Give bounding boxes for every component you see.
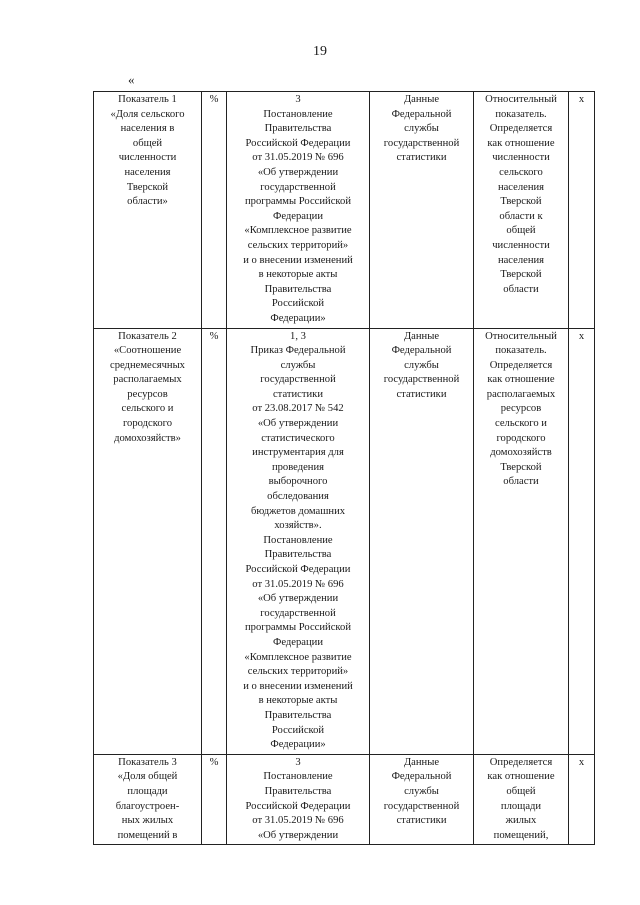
indicators-table xyxy=(93,91,595,845)
page-number: 19 xyxy=(313,44,327,59)
opening-quote: « xyxy=(128,72,135,87)
unit-cell: % xyxy=(202,92,227,329)
table-row xyxy=(94,92,595,329)
x-cell: x xyxy=(569,328,595,754)
table-row xyxy=(94,754,595,845)
source-cell: Данные Федеральной службы государственной статистики xyxy=(370,328,474,754)
x-cell: x xyxy=(569,92,595,329)
x-cell: x xyxy=(569,754,595,845)
description-cell: Относительный показатель. Определяется как отношение располагаемых ресурсов сельского и городского домохозяйств Тверской области xyxy=(474,328,569,754)
unit-cell: % xyxy=(202,328,227,754)
unit-cell: % xyxy=(202,754,227,845)
source-cell: Данные Федеральной службы государственной статистики xyxy=(370,92,474,329)
method-cell: 3 Постановление Правительства Российской Федерации от 31.05.2019 № 696 «Об утверждении государственной программы Российской Федерации «Комплексное развитие сельских территорий» и о внесении изменений в некоторые акты Правительства Российской Федерации» xyxy=(227,92,370,329)
indicator-name-cell: Показатель 3 «Доля общей площади благоустроен- ных жилых помещений в xyxy=(94,754,202,845)
description-cell: Определяется как отношение общей площади жилых помещений, xyxy=(474,754,569,845)
method-cell: 3 Постановление Правительства Российской Федерации от 31.05.2019 № 696 «Об утверждении xyxy=(227,754,370,845)
source-cell: Данные Федеральной службы государственной статистики xyxy=(370,754,474,845)
indicator-name-cell: Показатель 1 «Доля сельского населения в общей численности населения Тверской области» xyxy=(94,92,202,329)
method-cell: 1, 3 Приказ Федеральной службы государственной статистики от 23.08.2017 № 542 «Об утверждении статистического инструментария для проведения выборочного обследования бюджетов домашних хозяйств». Постановление Правительства Российской Федерации от 31.05.2019 № 696 «Об утверждении государственной программы Российской Федерации «Комплексное развитие сельских территорий» и о внесении изменений в некоторые акты Правительства Российской Федерации» xyxy=(227,328,370,754)
description-cell: Относительный показатель. Определяется как отношение численности сельского населения Тверской области к общей численности населения Тверской области xyxy=(474,92,569,329)
table-row xyxy=(94,328,595,754)
indicator-name-cell: Показатель 2 «Соотношение среднемесячных располагаемых ресурсов сельского и городского домохозяйств» xyxy=(94,328,202,754)
